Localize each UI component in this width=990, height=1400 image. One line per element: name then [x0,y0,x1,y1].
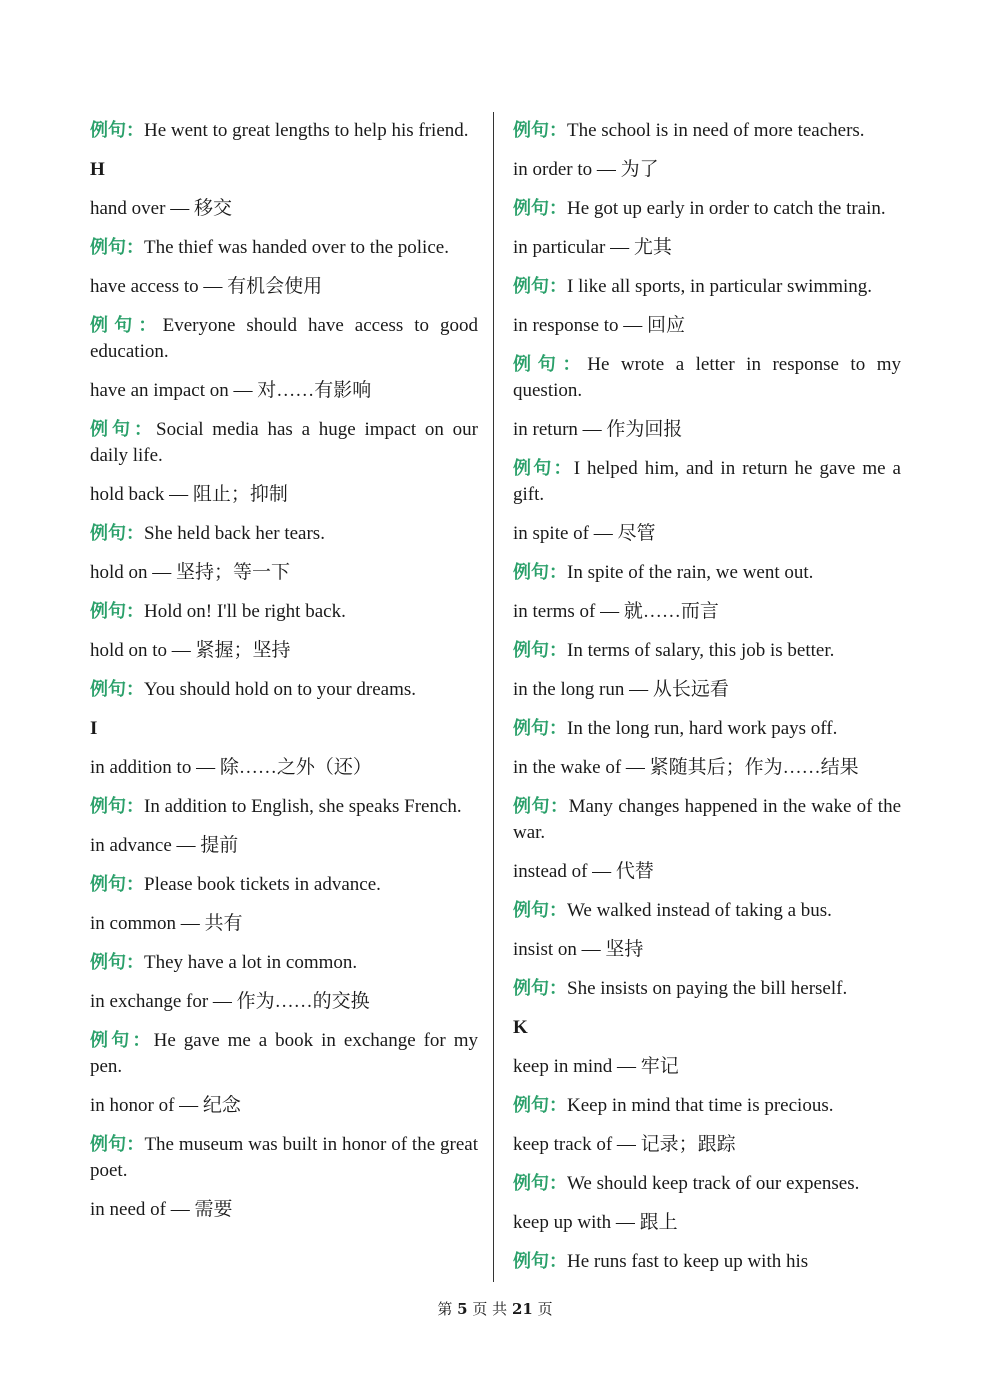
example-sentence [90,599,478,625]
left-column [90,118,478,1236]
page-footer [0,1298,990,1319]
example-sentence [90,1132,478,1184]
example-text: He gave me a book in exchange for my pen. [90,1030,478,1077]
example-label: 例句： [90,120,144,141]
example-sentence [513,638,901,664]
phrase-entry: keep in mind — 牢记 [513,1056,679,1077]
example-label: 例句： [90,419,157,440]
example-label: 例句： [513,1173,567,1194]
example-sentence [90,794,478,820]
example-label: 例句： [513,562,567,583]
example-text: He wrote a letter in response to my question. [513,354,901,401]
phrase-entry: have an impact on — 对……有影响 [90,380,372,401]
example-sentence [513,352,901,404]
example-label: 例句： [513,458,574,479]
example-text: We walked instead of taking a bus. [567,900,832,921]
example-label: 例句： [513,120,567,141]
example-sentence [513,976,901,1002]
example-sentence [513,118,901,144]
example-label: 例句： [513,796,569,817]
phrase-entry: hold back — 阻止；抑制 [90,484,288,505]
phrase-entry: in order to — 为了 [513,159,659,180]
phrase-entry: in the wake of — 紧随其后；作为……结果 [513,757,859,778]
example-label: 例句： [90,952,144,973]
example-sentence [513,716,901,742]
example-label: 例句： [513,1251,567,1272]
total-page-number: 21 [511,1300,533,1318]
section-letter: H [90,159,105,180]
example-text: The school is in need of more teachers. [567,120,865,141]
phrase-entry: insist on — 坚持 [513,939,644,960]
example-text: In the long run, hard work pays off. [567,718,838,739]
example-label: 例句： [513,900,567,921]
example-sentence [90,950,478,976]
example-sentence [90,1028,478,1080]
phrase-entry: hold on to — 紧握；坚持 [90,640,291,661]
example-label: 例句： [513,640,567,661]
example-label: 例句： [513,1095,567,1116]
example-text: Please book tickets in advance. [144,874,381,895]
phrase-entry: in advance — 提前 [90,835,239,856]
example-sentence [90,417,478,469]
example-label: 例句： [90,237,144,258]
footer-middle: 页 共 [472,1300,508,1318]
footer-suffix: 页 [537,1300,553,1318]
phrase-entry: have access to — 有机会使用 [90,276,323,297]
phrase-entry: in return — 作为回报 [513,419,683,440]
example-label: 例句： [90,315,163,336]
example-text: The museum was built in honor of the great poet. [90,1134,478,1181]
example-label: 例句： [90,601,144,622]
example-sentence [90,118,478,144]
example-text: Many changes happened in the wake of the war. [513,796,901,843]
example-sentence [513,794,901,846]
example-text: In terms of salary, this job is better. [567,640,835,661]
example-text: Hold on! I'll be right back. [144,601,346,622]
example-text: In spite of the rain, we went out. [567,562,814,583]
phrase-entry: in response to — 回应 [513,315,686,336]
example-text: She held back her tears. [144,523,325,544]
phrase-entry: in the long run — 从长远看 [513,679,729,700]
example-label: 例句： [90,1030,154,1051]
phrase-entry: in spite of — 尽管 [513,523,656,544]
example-text: He got up early in order to catch the train. [567,198,886,219]
example-label: 例句： [90,523,144,544]
phrase-entry: in particular — 尤其 [513,237,672,258]
phrase-entry: in exchange for — 作为……的交换 [90,991,370,1012]
example-text: Social media has a huge impact on our daily life. [90,419,479,466]
example-label: 例句： [513,276,567,297]
example-label: 例句： [513,354,588,375]
phrase-entry: in need of — 需要 [90,1199,233,1220]
example-text: Keep in mind that time is precious. [567,1095,834,1116]
example-text: I like all sports, in particular swimming. [567,276,873,297]
example-sentence [513,196,901,222]
example-sentence [513,560,901,586]
section-letter: K [513,1017,528,1038]
phrase-entry: hold on — 坚持；等一下 [90,562,291,583]
example-sentence [513,898,901,924]
example-label: 例句： [90,679,144,700]
example-sentence [513,1249,901,1275]
footer-prefix: 第 [437,1300,453,1318]
example-sentence [90,235,478,261]
example-sentence [513,1093,901,1119]
phrase-entry: in honor of — 纪念 [90,1095,241,1116]
example-sentence [513,274,901,300]
phrase-entry: in addition to — 除……之外（还） [90,757,372,778]
example-text: Everyone should have access to good education. [90,315,479,362]
phrase-entry: hand over — 移交 [90,198,232,219]
example-text: He runs fast to keep up with his [567,1251,809,1272]
example-sentence [513,456,901,508]
example-text: The thief was handed over to the police. [144,237,449,258]
example-sentence [513,1171,901,1197]
section-letter: I [90,718,98,739]
phrase-entry: keep up with — 跟上 [513,1212,678,1233]
example-text: You should hold on to your dreams. [144,679,416,700]
example-text: He went to great lengths to help his friend. [144,120,469,141]
example-label: 例句： [513,978,567,999]
example-text: We should keep track of our expenses. [567,1173,860,1194]
column-divider [493,112,494,1282]
phrase-entry: keep track of — 记录；跟踪 [513,1134,736,1155]
example-text: They have a lot in common. [144,952,358,973]
phrase-entry: in common — 共有 [90,913,243,934]
example-label: 例句： [90,874,144,895]
example-label: 例句： [513,198,567,219]
example-sentence [90,677,478,703]
example-sentence [90,872,478,898]
example-sentence [90,313,478,365]
example-text: I helped him, and in return he gave me a gift. [513,458,901,505]
example-label: 例句： [90,1134,145,1155]
example-label: 例句： [513,718,567,739]
example-label: 例句： [90,796,144,817]
phrase-entry: instead of — 代替 [513,861,654,882]
current-page-number: 5 [457,1300,468,1318]
right-column [513,118,901,1288]
phrase-entry: in terms of — 就……而言 [513,601,719,622]
example-sentence [90,521,478,547]
example-text: She insists on paying the bill herself. [567,978,848,999]
example-text: In addition to English, she speaks French. [144,796,462,817]
